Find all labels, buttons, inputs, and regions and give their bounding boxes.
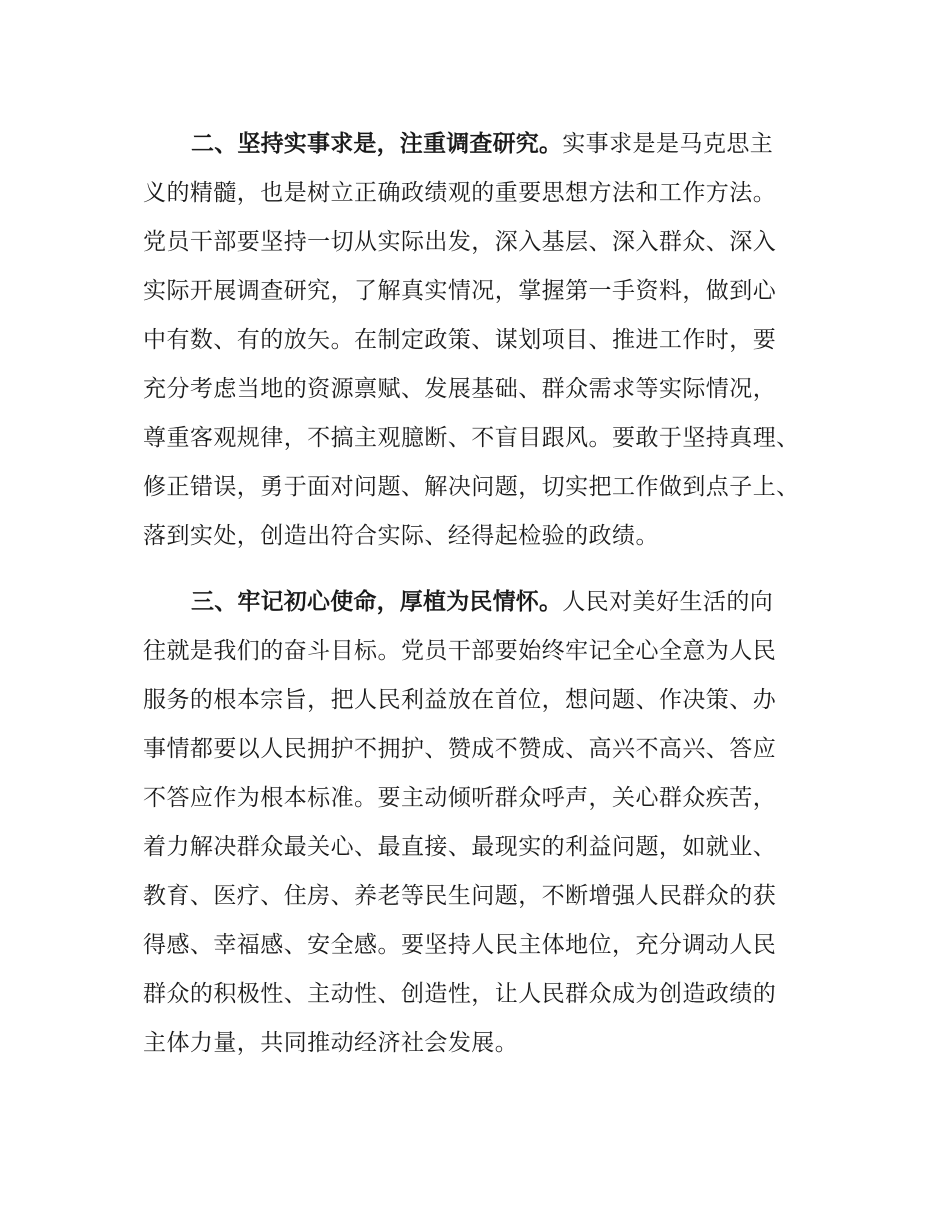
paragraph-line: 不答应作为根本标准。要主动倾听群众呼声，关心群众疾苦， [143, 785, 777, 811]
paragraph-line: 落到实处，创造出符合实际、经得起检验的政绩。 [143, 523, 659, 549]
paragraph-line: 往就是我们的奋斗目标。党员干部要始终牢记全心全意为人民 [143, 638, 777, 664]
paragraph-line: 义的精髓，也是树立正确政绩观的重要思想方法和工作方法。 [143, 180, 777, 206]
paragraph-line: 着力解决群众最关心、最直接、最现实的利益问题，如就业、 [143, 834, 777, 860]
paragraph-line: 中有数、有的放矢。在制定政策、谋划项目、推进工作时，要 [143, 327, 777, 353]
section-heading: 二、坚持实事求是，注重调查研究。 [191, 131, 563, 157]
paragraph-line: 教育、医疗、住房、养老等民生问题，不断增强人民群众的获 [143, 883, 777, 909]
section-heading: 三、牢记初心使命，厚植为民情怀。 [191, 589, 563, 615]
paragraph-line: 修正错误，勇于面对问题、解决问题，切实把工作做到点子上、 [143, 474, 800, 500]
paragraph-line: 服务的根本宗旨，把人民利益放在首位，想问题、作决策、办 [143, 687, 777, 713]
paragraph-line [191, 128, 773, 160]
paragraph-text: 人民对美好生活的向 [562, 589, 774, 615]
paragraph-line: 实际开展调查研究，了解真实情况，掌握第一手资料，做到心 [143, 278, 777, 304]
paragraph-line: 群众的积极性、主动性、创造性，让人民群众成为创造政绩的 [143, 981, 777, 1007]
paragraph-line: 主体力量，共同推动经济社会发展。 [143, 1030, 519, 1056]
paragraph-line [191, 586, 773, 618]
paragraph-line: 尊重客观规律，不搞主观臆断、不盲目跟风。要敢于坚持真理、 [143, 425, 800, 451]
paragraph-line: 党员干部要坚持一切从实际出发，深入基层、深入群众、深入 [143, 229, 777, 255]
paragraph-text: 实事求是是马克思主 [562, 131, 774, 157]
paragraph-line: 充分考虑当地的资源禀赋、发展基础、群众需求等实际情况， [143, 376, 777, 402]
paragraph-line: 事情都要以人民拥护不拥护、赞成不赞成、高兴不高兴、答应 [143, 736, 777, 762]
paragraph-line: 得感、幸福感、安全感。要坚持人民主体地位，充分调动人民 [143, 932, 777, 958]
